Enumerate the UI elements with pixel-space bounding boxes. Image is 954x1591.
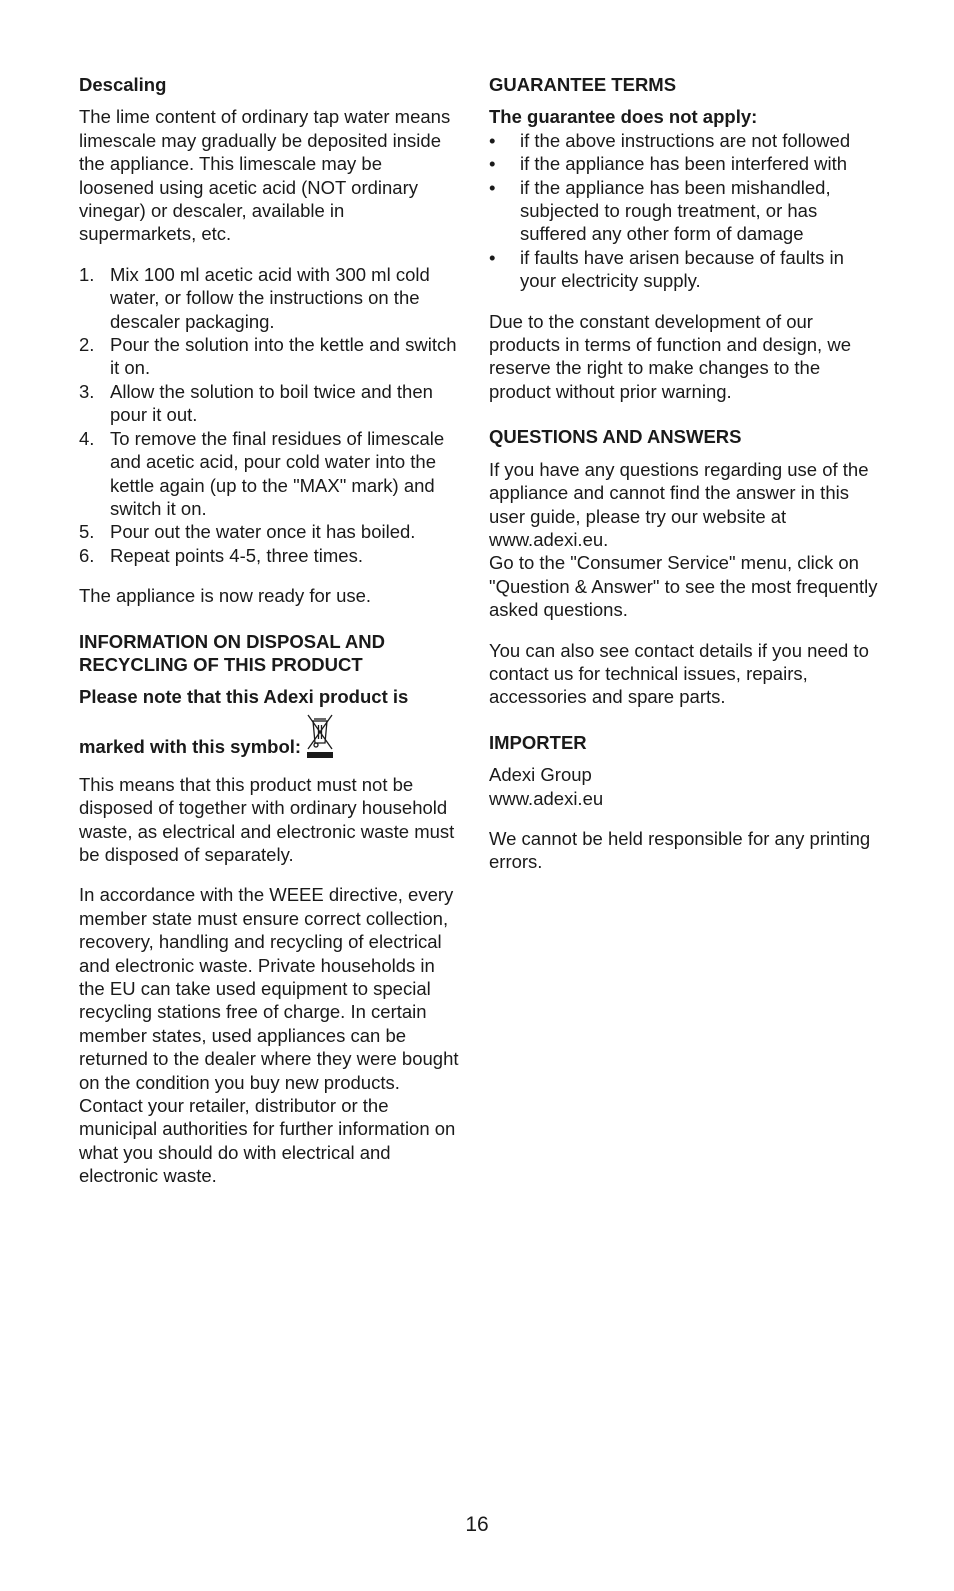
list-item: • if the appliance has been interfered with — [489, 153, 848, 175]
importer-website: www.adexi.eu — [489, 787, 604, 809]
development-text: Due to the constant development of our products in terms of function and design, we reserve the right to make changes to the product without prior warning. — [489, 310, 851, 402]
step-item: 5. Pour out the water once it has boiled. — [79, 521, 416, 543]
importer-name: Adexi Group — [489, 764, 592, 786]
qa-para1a: If you have any questions regarding use of the appliance and cannot find the answer in this user guide, please try our website at www.adexi.eu. — [489, 458, 869, 550]
symbol-note-line2: marked with this symbol: — [79, 711, 459, 759]
step-item: 2. Pour the solution into the kettle and switch it on. — [79, 334, 457, 379]
ready-text: The appliance is now ready for use. — [79, 585, 372, 607]
crossed-out-wheelie-bin-icon — [305, 713, 335, 759]
disclaimer-text: We cannot be held responsible for any printing errors. — [489, 827, 871, 873]
guarantee-list — [489, 129, 879, 293]
qa-heading: QUESTIONS AND ANSWERS — [489, 426, 742, 448]
guarantee-subheading: The guarantee does not apply: — [489, 106, 758, 128]
right-column — [489, 73, 879, 891]
list-item: • if faults have arisen because of faults in your electricity supply. — [489, 246, 844, 292]
qa-section — [489, 425, 879, 708]
step-item: 6. Repeat points 4-5, three times. — [79, 544, 363, 566]
disposal-para2: In accordance with the WEEE directive, every member state must ensure correct collection, recovery, handling and recycling of electrical and electronic waste. Private households in the EU can take used equipment to special recycling stations free of charge. In certain member states, used appliances can be returned to the dealer where they were bought on the condition you buy new products. Contact your retailer, distributor or the municipal authorities for further information on what you should do with electrical and electronic waste. — [79, 884, 459, 1187]
list-item: • if the appliance has been mishandled, subjected to rough treatment, or has suffered any other form of damage — [489, 176, 831, 245]
step-item: 3. Allow the solution to boil twice and then pour it out. — [79, 380, 433, 426]
disposal-section — [79, 630, 459, 1188]
descaling-intro: The lime content of ordinary tap water means limescale may gradually be deposited inside the appliance. This limescale may be loosened using acetic acid (NOT ordinary vinegar) or descaler, available in supermarkets, etc. — [79, 106, 451, 245]
symbol-note-line1: Please note that this Adexi product is — [79, 686, 409, 708]
importer-heading: IMPORTER — [489, 731, 587, 753]
descaling-heading: Descaling — [79, 74, 167, 95]
left-column — [79, 73, 459, 1205]
list-item: • if the above instructions are not followed — [489, 129, 851, 151]
descaling-steps — [79, 263, 459, 567]
step-item: 1. Mix 100 ml acetic acid with 300 ml cold water, or follow the instructions on the descaler packaging. — [79, 263, 430, 332]
step-item: 4. To remove the final residues of limescale and acetic acid, pour cold water into the kettle again (up to the "MAX" mark) and switch it on. — [79, 427, 445, 519]
disposal-para1: This means that this product must not be disposed of together with ordinary household waste, as electrical and electronic waste must be disposed of separately. — [79, 773, 455, 865]
qa-para2: You can also see contact details if you need to contact us for technical issues, repairs, accessories and spare parts. — [489, 639, 869, 708]
disposal-heading-line1: INFORMATION ON DISPOSAL AND — [79, 630, 385, 652]
disposal-heading-line2: RECYCLING OF THIS PRODUCT — [79, 653, 363, 675]
importer-section — [489, 731, 879, 874]
page-number: 16 — [465, 1513, 489, 1536]
qa-para1b: Go to the "Consumer Service" menu, click on "Question & Answer" to see the most frequently asked questions. — [489, 552, 878, 621]
guarantee-heading: GUARANTEE TERMS — [489, 74, 677, 95]
